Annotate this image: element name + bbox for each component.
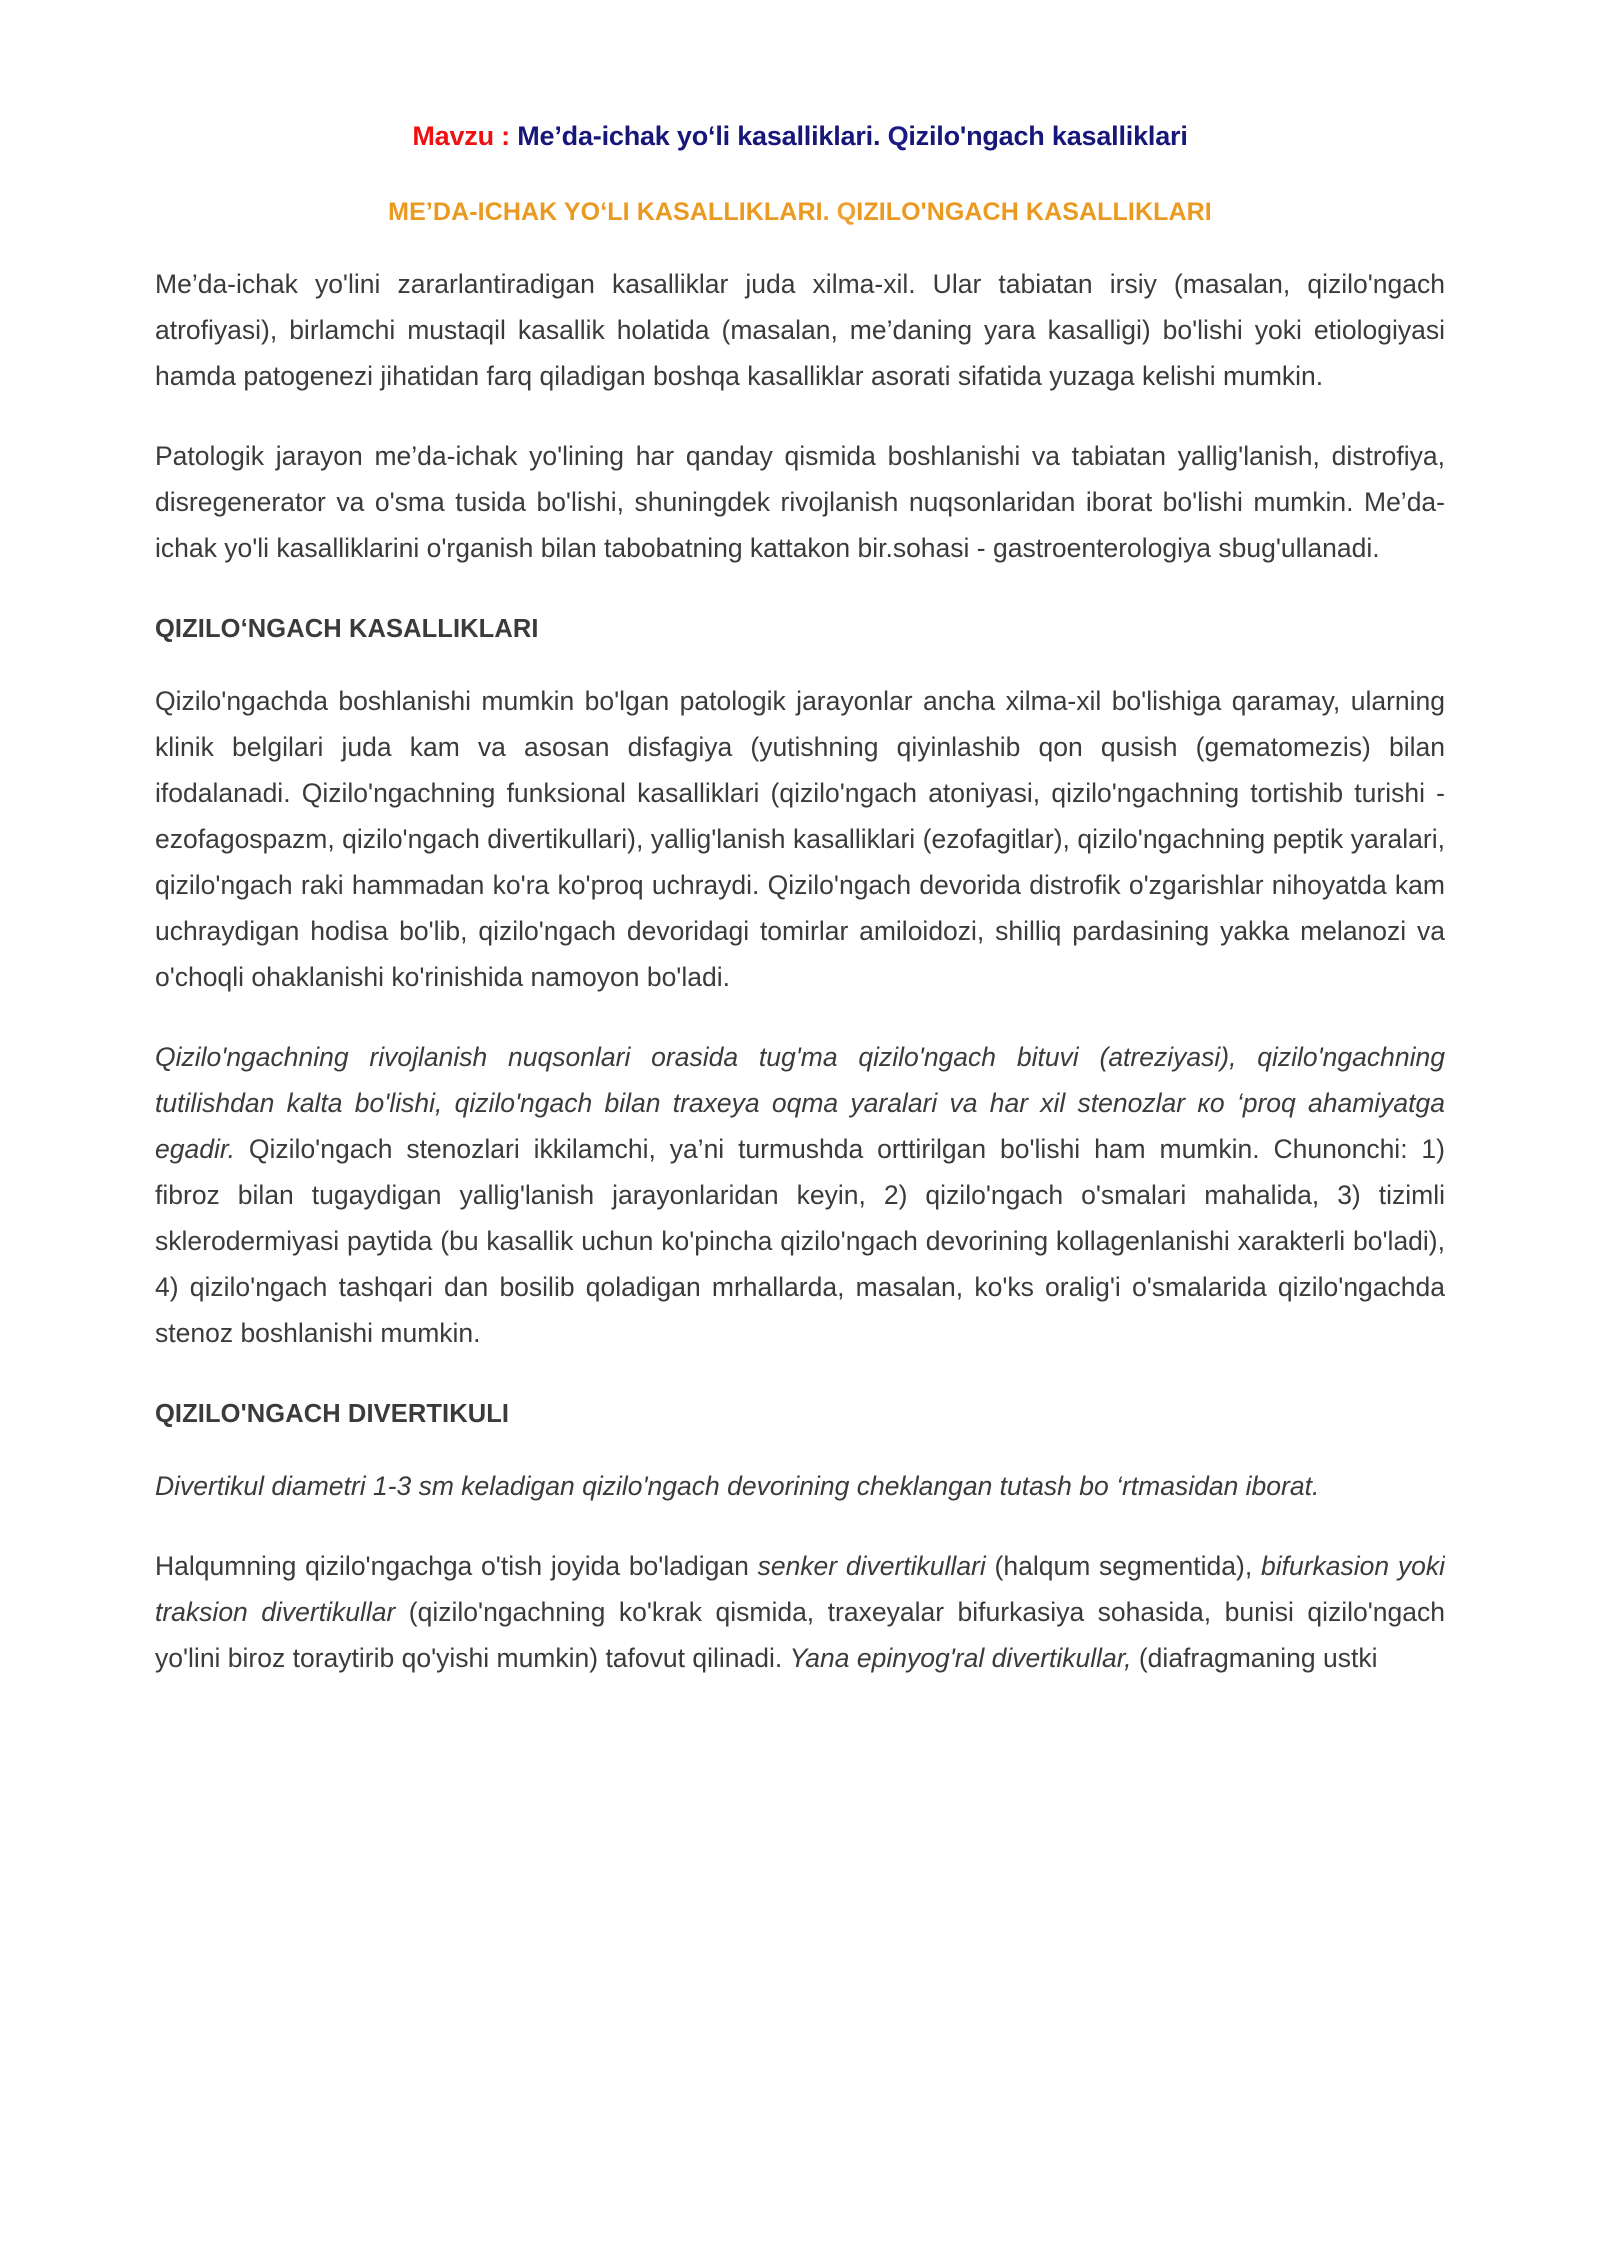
paragraph-diverticulum-definition: Divertikul diametri 1-3 sm keladigan qizilo'ngach devorining cheklangan tutash bo ‘rtmasidan iborat. (155, 1471, 1320, 1502)
title-q-glyph: Q (887, 121, 909, 151)
paragraph-development-defects-roman: Qizilo'ngach stenozlari ikkilamchi, ya’ni turmushda orttirilgan bo'lishi ham mumkin. Chunonchi: 1) fibroz bilan tugaydigan yallig'lanish jarayonlaridan keyin, 2) qizilo'ngach o'smalari mahalida, 3) tizimli sklerodermiyasi paytida (bu kasallik uchun ko'pincha qizilo'ngach devorining kollagenlanishi xarakterli bo'ladi), 4) qizilo'ngach tashqari dan bosilib qoladigan mrhallarda, masalan, ko'ks oralig'i o'smalarida qizilo'ngachda stenoz boshlanishi mumkin. (155, 1134, 1445, 1349)
heading-qizilongach-divertikuli: QIZILO'NGACH DIVERTIKULI (155, 1400, 510, 1429)
title-secondary-text: izilo'ngach kasalliklari (908, 121, 1188, 151)
paragraph-development-defects (155, 1034, 1445, 1356)
heading-qizilongach-kasalliklari: QIZILO‘NGACH KASALLIKLARI (155, 615, 539, 644)
title-label-mavzu: Mavzu : (412, 121, 510, 151)
orange-heading-q-glyph: Q (836, 198, 857, 227)
paragraph-intro-1: Me’da-ichak yo'lini zararlantiradigan kasalliklar juda xilma-xil. Ular tabiatan irsiy (masalan, qizilo'ngach atrofiyasi), birlamchi mustaqil kasallik holatida (masalan, me’daning yara kasalligi) bo'lishi yoki etiologiyasi hamda patogenezi jihatidan farq qiladigan boshqa kasalliklar asorati sifatida yuzaga kelishi mumkin. (155, 269, 1445, 392)
p6-italic-bifurkasion: bifurkasion yoki traksion divertikullar (155, 1551, 1445, 1628)
paragraph-esophagus-overview: Qizilo'ngachda boshlanishi mumkin bo'lgan patologik jarayonlar ancha xilma-xil bo'lishiga qaramay, ularning klinik belgilari juda kam va asosan disfagiya (yutishning qiyinlashib qon qusish (gematomezis) bilan ifodalanadi. Qizilo'ngachning funksional kasalliklari (qizilo'ngach atoniyasi, qizilo'ngachning tortishib turishi - ezofagospazm, qizilo'ngach divertikullari), yallig'lanish kasalliklari (ezofagitlar), qizilo'ngachning peptik yaralari, qizilo'ngach raki hammadan ko'ra ko'proq uchraydi. Qizilo'ngach devorida distrofik o'zgarishlar nihoyatda kam uchraydigan hodisa bo'lib, qizilo'ngach devoridagi tomirlar amiloidozi, shilliq pardasining yakka melanozi va o'choqli ohaklanishi ko'rinishida namoyon bo'ladi. (155, 686, 1445, 993)
p6-segment-b: (halqum segmentida), (985, 1551, 1261, 1582)
p6-segment-c: (qizilo'ngachning ko'krak qismida, traxeyalar bifurkasiya sohasida, bunisi qizilo'ngach yo'lini biroz toraytirib qo'yishi mumkin) tafovut qilinadi. (155, 1597, 1445, 1674)
paragraph-diverticulum-types (155, 1543, 1445, 1681)
paragraph-development-defects-italic: Qizilo'ngachning rivojlanish nuqsonlari orasida tug'ma qizilo'ngach bituvi (atreziyasi), qizilo'ngachning tutilishdan kalta bo'lishi, qizilo'ngach bilan traxeya oqma yaralari va har xil stenozlar ко ‘proq ahamiyatga egadir. (155, 1042, 1445, 1165)
p6-italic-yana: Yana epinyog'ral divertikullar, (789, 1643, 1132, 1674)
p6-italic-senker: senker divertikullari (757, 1551, 986, 1582)
p6-segment-a: Halqumning qizilo'ngachga o'tish joyida bo'ladigan (155, 1551, 758, 1582)
orange-heading-part-1: ME’DA-ICHAK YO‘LI KASALLIKLARI. (388, 198, 837, 227)
title-main-text: Me’da-ichak yo‘li kasalliklari. (509, 121, 888, 151)
orange-section-heading (155, 198, 1445, 227)
p6-segment-d: (diafragmaning ustki (1131, 1643, 1378, 1674)
orange-heading-part-3: IZILO'NGACH KASALLIKLARI (856, 198, 1212, 227)
document-title (155, 118, 1445, 154)
paragraph-intro-2: Patologik jarayon me’da-ichak yo'lining har qanday qismida boshlanishi va tabiatan yallig'lanish, distrofiya, disregenerator va o'sma tusida bo'lishi, shuningdek rivojlanish nuqsonlaridan iborat bo'lishi mumkin. Me’da-ichak yo'li kasalliklarini o'rganish bilan tabobatning kattakon bir.sohasi - gastroenterologiya sbug'ullanadi. (155, 441, 1445, 564)
